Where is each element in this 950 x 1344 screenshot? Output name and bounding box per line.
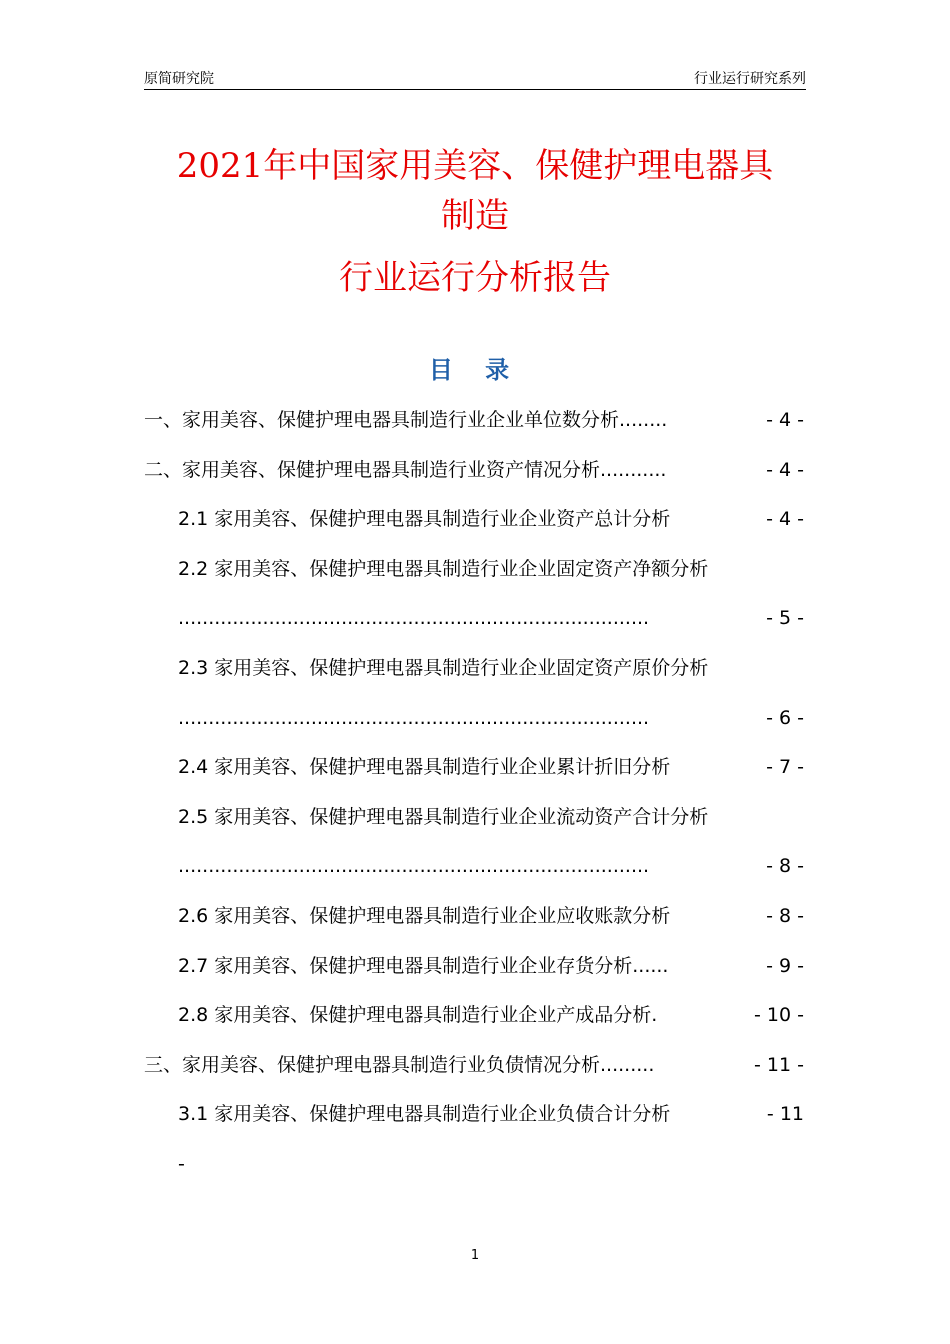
toc-leader-dots: . [651, 1004, 658, 1027]
toc-page-number: - 8 - [764, 898, 804, 934]
toc-entry-text: 家用美容、保健护理电器具制造行业企业累计折旧分析 [214, 756, 671, 779]
toc-entry-text: 二、家用美容、保健护理电器具制造行业资产情况分析 [144, 458, 601, 481]
toc-entry-text: 家用美容、保健护理电器具制造行业企业产成品分析 [214, 1004, 652, 1027]
header-series: 行业运行研究系列 [694, 71, 806, 87]
toc-entry[interactable] [144, 551, 804, 601]
toc-entry[interactable] [144, 898, 804, 948]
toc-leader-dots: ...... [632, 954, 669, 977]
toc-entry-text: 家用美容、保健护理电器具制造行业企业资产总计分析 [214, 508, 671, 531]
toc-entry-text: 家用美容、保健护理电器具制造行业企业流动资产合计分析 [214, 805, 709, 828]
report-title-line-3: 行业运行分析报告 [339, 258, 611, 298]
toc-leader-dots: .............................................................................. [178, 607, 650, 630]
toc-entry-continuation[interactable] [144, 600, 804, 650]
toc-section-number: 3.1 [178, 1103, 209, 1126]
toc-leader-dots: ........ [619, 409, 668, 431]
table-of-contents [144, 402, 804, 1196]
toc-entry-text: 家用美容、保健护理电器具制造行业企业固定资产原价分析 [214, 656, 709, 679]
toc-page-number: - 11 [765, 1096, 804, 1132]
toc-page-number: - 9 - [764, 948, 804, 984]
toc-page-number: - 5 - [764, 600, 804, 636]
toc-entry-continuation[interactable] [144, 848, 804, 898]
toc-leader-dots: ......... [600, 1053, 655, 1076]
toc-section-number: 2.5 [178, 805, 209, 828]
report-title-line-2: 制造 [441, 196, 509, 236]
toc-heading: 目 录 [428, 356, 522, 384]
toc-page-number: - 7 - [764, 749, 804, 785]
toc-section-number: 2.6 [178, 904, 209, 927]
toc-section-number: 2.4 [178, 756, 209, 779]
toc-page-number: - 8 - [764, 848, 804, 884]
toc-page-number: - 4 - [764, 501, 804, 537]
toc-section-number: 2.8 [178, 1004, 209, 1027]
toc-entry[interactable] [144, 799, 804, 849]
toc-page-number: - 4 - [764, 402, 804, 438]
toc-page-number: - 11 - [752, 1047, 804, 1083]
toc-entry-text: - [178, 1152, 185, 1175]
toc-entry-text: 家用美容、保健护理电器具制造行业企业存货分析 [214, 954, 633, 977]
toc-entry-continuation[interactable] [144, 1146, 804, 1196]
toc-entry[interactable] [144, 1096, 804, 1146]
toc-page-number: - 4 - [764, 452, 804, 488]
toc-section-number: 2.2 [178, 557, 209, 580]
toc-entry[interactable] [144, 749, 804, 799]
toc-leader-dots: .............................................................................. [178, 855, 650, 878]
toc-leader-dots: .............................................................................. [178, 706, 650, 729]
toc-entry-text: 一、家用美容、保健护理电器具制造行业企业单位数分析 [144, 409, 620, 431]
toc-section-number: 2.3 [178, 656, 209, 679]
toc-entry-text: 家用美容、保健护理电器具制造行业企业固定资产净额分析 [214, 557, 709, 580]
header-org: 原简研究院 [144, 71, 214, 87]
toc-entry[interactable] [144, 402, 804, 452]
header-divider [144, 89, 806, 90]
toc-page-number: - 6 - [764, 700, 804, 736]
toc-entry-text: 家用美容、保健护理电器具制造行业企业应收账款分析 [214, 904, 671, 927]
report-title-line-1: 2021年中国家用美容、保健护理电器具 [176, 146, 774, 186]
toc-entry[interactable] [144, 1047, 804, 1097]
toc-leader-dots: ........... [600, 458, 667, 481]
toc-entry[interactable] [144, 452, 804, 502]
toc-entry[interactable] [144, 501, 804, 551]
toc-entry-text: 三、家用美容、保健护理电器具制造行业负债情况分析 [144, 1053, 601, 1076]
toc-entry[interactable] [144, 997, 804, 1047]
toc-entry-continuation[interactable] [144, 700, 804, 750]
toc-entry[interactable] [144, 948, 804, 998]
toc-page-number: - 10 - [752, 997, 804, 1033]
toc-section-number: 2.7 [178, 954, 209, 977]
toc-section-number: 2.1 [178, 508, 209, 531]
toc-entry[interactable] [144, 650, 804, 700]
page-number: 1 [470, 1248, 480, 1263]
toc-entry-text: 家用美容、保健护理电器具制造行业企业负债合计分析 [214, 1103, 671, 1126]
